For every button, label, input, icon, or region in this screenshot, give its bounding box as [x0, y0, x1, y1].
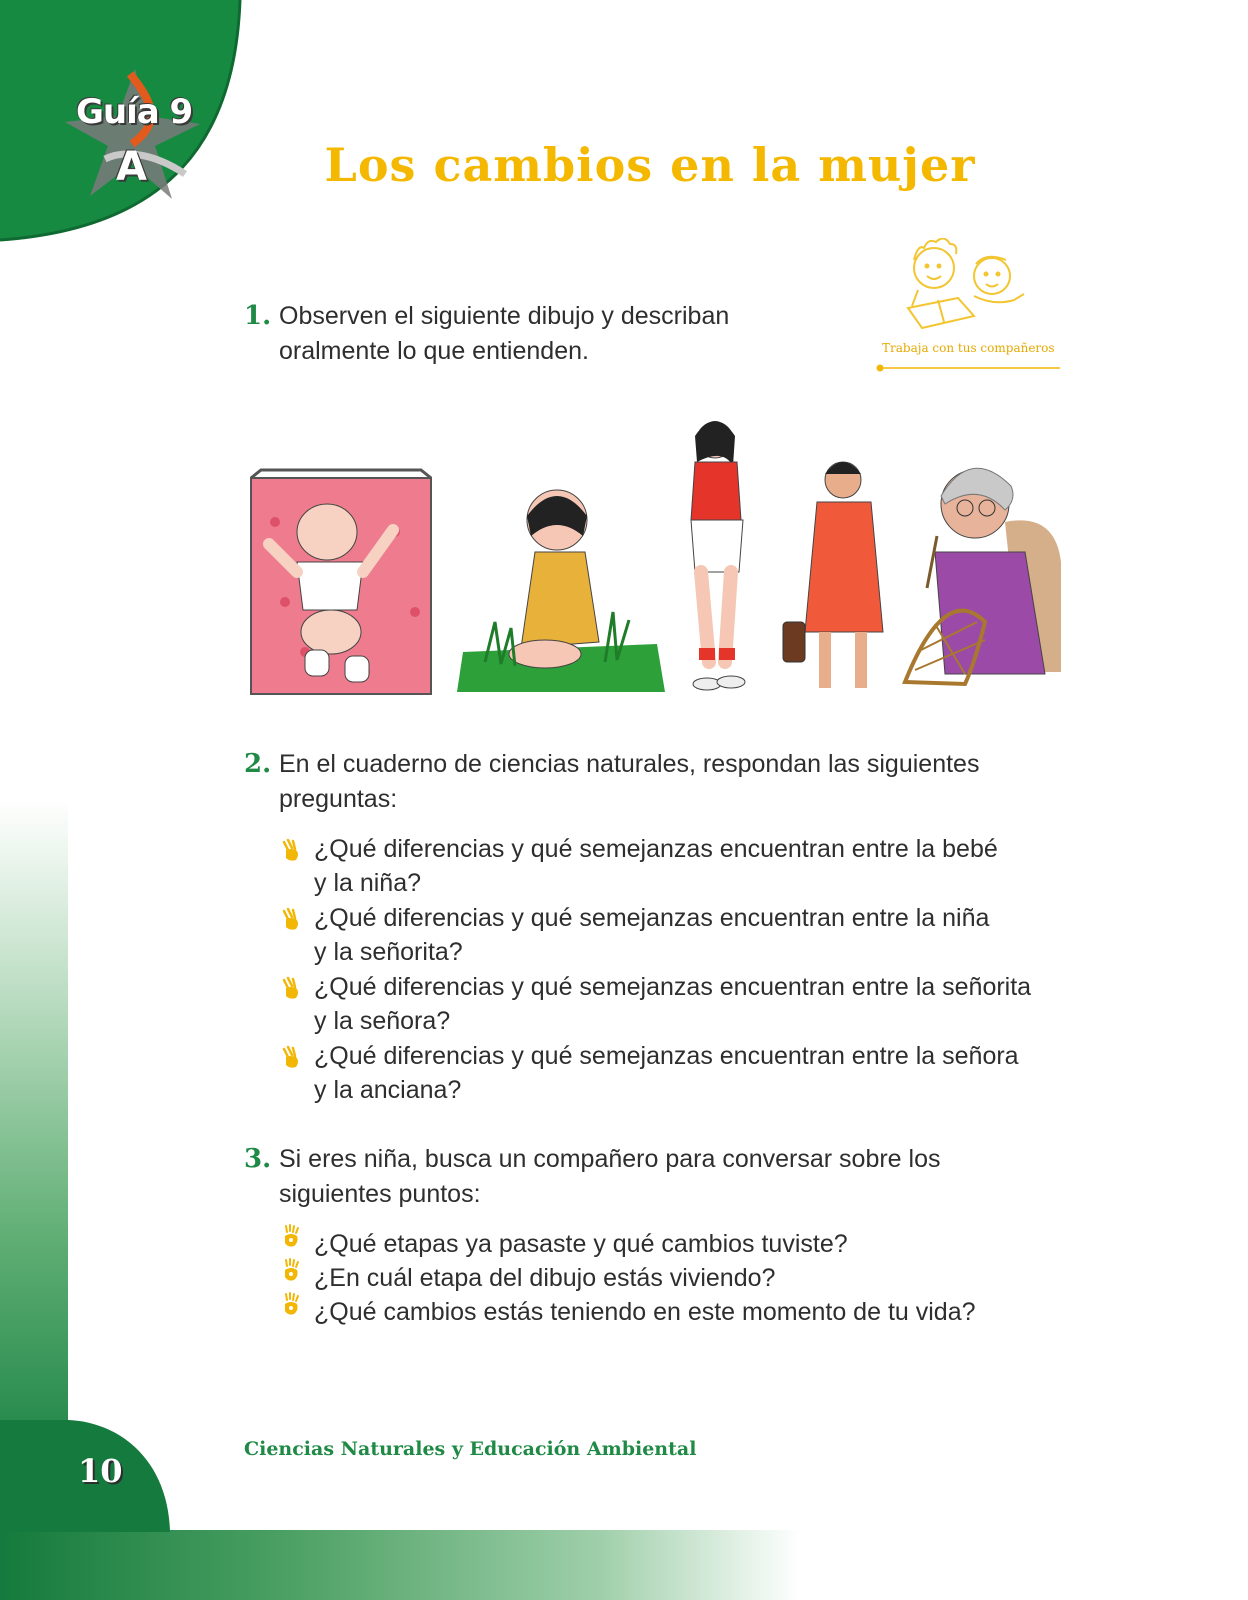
question-3-bullet-3: ¿Qué cambios estás teniendo en este momento de tu vida? — [314, 1298, 976, 1326]
question-2-bullet-3-line-2: y la señora? — [314, 1007, 451, 1035]
hand-bullet-icon — [280, 838, 302, 862]
girl-figure — [457, 490, 665, 692]
hand-bullet-icon — [280, 976, 302, 1000]
page-number: 10 — [78, 1452, 123, 1490]
question-1-line-1: Observen el siguiente dibujo y describan — [279, 302, 730, 330]
page-title: Los cambios en la mujer — [324, 138, 976, 192]
collab-badge-text: Trabaja con tus compañeros — [882, 341, 1055, 355]
kids-writing-icon — [898, 238, 1038, 334]
elderly-woman-figure — [905, 468, 1061, 684]
guide-label: Guía 9 — [76, 92, 193, 132]
collab-underline — [876, 364, 1060, 372]
question-2-bullet-3-line-1: ¿Qué diferencias y qué semejanzas encuentran entre la señorita — [314, 973, 1032, 1001]
question-2-bullet-1-line-2: y la niña? — [314, 869, 422, 897]
woman-figure — [783, 462, 883, 688]
question-3-bullet-1: ¿Qué etapas ya pasaste y qué cambios tuviste? — [314, 1230, 848, 1258]
hand-bullet-icon — [280, 1045, 302, 1069]
question-1-number: 1. — [244, 301, 272, 331]
question-2-bullet-2-line-1: ¿Qué diferencias y qué semejanzas encuentran entre la niña — [314, 904, 990, 932]
question-2-bullet-2-line-2: y la señorita? — [314, 938, 463, 966]
question-3-bullet-2: ¿En cuál etapa del dibujo estás viviendo? — [314, 1264, 776, 1292]
hand-raised-bullet-icon — [280, 1292, 302, 1316]
question-2-line-1: En el cuaderno de ciencias naturales, respondan las siguientes — [279, 750, 980, 778]
young-woman-figure — [691, 421, 745, 690]
bottom-green-band — [0, 1530, 800, 1600]
question-2-bullet-1-line-1: ¿Qué diferencias y qué semejanzas encuentran entre la bebé — [314, 835, 998, 863]
question-3-number: 3. — [244, 1144, 272, 1174]
life-stages-illustration — [245, 412, 1065, 704]
hand-raised-bullet-icon — [280, 1258, 302, 1282]
footer-subject: Ciencias Naturales y Educación Ambiental — [244, 1438, 697, 1460]
question-1-line-2: oralmente lo que entienden. — [279, 337, 589, 365]
question-3-line-2: siguientes puntos: — [279, 1180, 481, 1208]
question-2-line-2: preguntas: — [279, 785, 398, 813]
guide-letter: A — [116, 144, 147, 190]
question-2-bullet-4-line-1: ¿Qué diferencias y qué semejanzas encuentran entre la señora — [314, 1042, 1019, 1070]
question-2-number: 2. — [244, 749, 272, 779]
question-3-line-1: Si eres niña, busca un compañero para conversar sobre los — [279, 1145, 941, 1173]
baby-figure — [251, 470, 431, 694]
hand-raised-bullet-icon — [280, 1224, 302, 1248]
hand-bullet-icon — [280, 907, 302, 931]
question-2-bullet-4-line-2: y la anciana? — [314, 1076, 462, 1104]
